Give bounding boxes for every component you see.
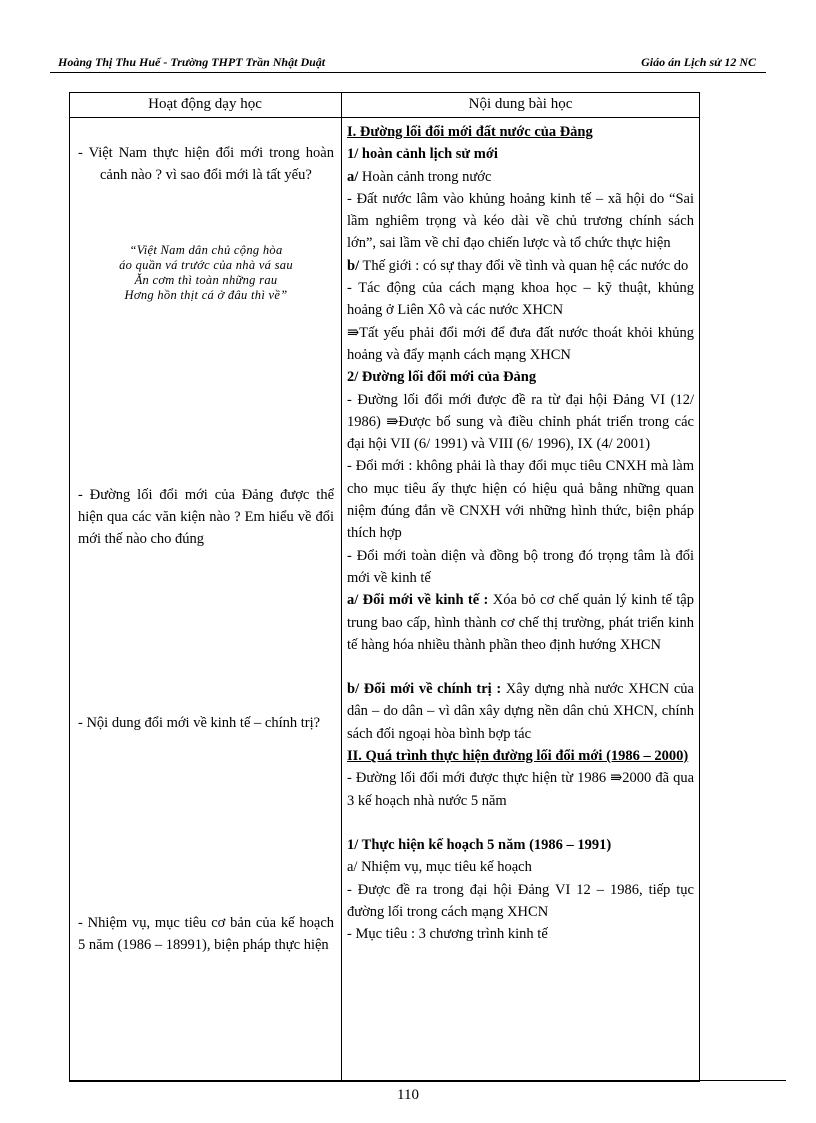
paragraph: - Đổi mới : không phải là thay đổi mục tiêu CNXH mà làm cho mục tiêu ấy thực hiện có hiệu quả bằng những quan niệm đúng đắn về CNXH với những hình thức, biện pháp thích hợp	[347, 458, 694, 542]
question-five-year-plan: - Nhiệm vụ, mục tiêu cơ bản của kế hoạch 5 năm (1986 – 18991), biện pháp thực hiện	[78, 915, 334, 953]
spacer	[347, 656, 694, 678]
paragraph: - Được đề ra trong đại hội Đảng VI 12 – 1986, tiếp tục đường lối trong cách mạng XHCN	[347, 881, 694, 920]
header-rule	[50, 72, 766, 73]
item-text: Xóa bỏ cơ chế quản lý kinh tế tập trung bao cấp, hình thành cơ chế thị trường, phát triển kinh tế hàng hóa nhiều thành phần theo định hướng XHCN	[347, 592, 694, 653]
subsection-heading: 1/ hoàn cảnh lịch sử mới	[347, 146, 498, 163]
page-number: 110	[397, 1087, 419, 1103]
paragraph: - Đường lối đổi mới được thực hiện từ 1986 ⇛2000 đã qua 3 kế hoạch nhà nước 5 năm	[347, 770, 694, 809]
section-heading-1: I. Đường lối đổi mới đất nước của Đảng	[347, 124, 593, 140]
section-heading-2: II. Quá trình thực hiện đường lối đổi mới (1986 – 2000)	[347, 748, 689, 765]
spacer	[347, 812, 694, 834]
paragraph	[347, 678, 694, 745]
item-text: Thế giới : có sự thay đổi về tình và quan hệ các nước do	[359, 257, 689, 274]
item-label: a/	[347, 168, 359, 185]
paragraph	[347, 255, 694, 277]
paragraph: a/ Nhiệm vụ, mục tiêu kế hoạch	[347, 859, 532, 876]
paragraph: - Đường lối đổi mới được đề ra từ đại hội Đảng VI (12/ 1986) ⇛Được bổ sung và điều chỉnh phát triển trong các đại hội VII (6/ 1991) và VIII (6/ 1996), IX (4/ 2001)	[347, 391, 694, 453]
paragraph	[347, 166, 694, 188]
paragraph: - Đất nước lâm vào khủng hoảng kinh tế – xã hội do “Sai lầm nghiêm trọng và kéo dài về chủ trương chính sách lớn”, sai lầm về chỉ đạo chiến lược và tổ chức thực hiện	[347, 190, 694, 252]
subsection-heading: 1/ Thực hiện kế hoạch 5 năm (1986 – 1991)	[347, 836, 612, 853]
lesson-content	[347, 121, 694, 945]
footer-rule	[70, 1080, 786, 1081]
poem-line: Hơng hồn thịt cá ở đâu thì về”	[124, 288, 288, 302]
header-author: Hoàng Thị Thu Huế - Trường THPT Trần Nhật Duật	[58, 55, 326, 69]
item-text: Hoàn cảnh trong nước	[358, 168, 492, 185]
paragraph: ⇛Tất yếu phải đổi mới để đưa đất nước thoát khỏi khủng hoảng và đẩy mạnh cách mạng XHCN	[347, 324, 694, 363]
poem-line: Ăn cơm thì toàn những rau	[134, 273, 278, 287]
header-subject: Giáo án Lịch sử 12 NC	[641, 55, 756, 69]
question-context: - Việt Nam thực hiện đổi mới trong hoàn cảnh nào ? vì sao đổi mới là tất yếu?	[78, 145, 334, 183]
col-header-activities: Hoạt động dạy học	[148, 96, 262, 112]
item-label: a/ Đổi mới về kinh tế :	[347, 592, 489, 609]
question-economic-political: - Nội dung đổi mới về kinh tế – chính trị?	[78, 715, 321, 731]
paragraph: - Đổi mới toàn diện và đồng bộ trong đó trọng tâm là đổi mới về kinh tế	[347, 547, 694, 586]
paragraph: - Mục tiêu : 3 chương trình kinh tế	[347, 926, 548, 943]
item-label: b/	[347, 257, 360, 274]
col-header-content: Nội dung bài học	[468, 96, 573, 112]
subsection-heading: 2/ Đường lối đổi mới của Đảng	[347, 369, 537, 386]
header-row-divider	[69, 117, 700, 118]
item-label: b/ Đổi mới về chính trị :	[347, 681, 502, 698]
item-text: Xây dựng nhà nước XHCN của dân – do dân – vì dân xây dựng nền dân chủ XHCN, chính sách đối ngoại hòa bình bợp tác	[347, 681, 694, 742]
paragraph	[347, 589, 694, 656]
poem-line: “Việt Nam dân chủ cộng hòa	[129, 243, 283, 257]
paragraph: - Tác động của cách mạng khoa học – kỹ thuật, khủng hoảng ở Liên Xô và các nước XHCN	[347, 280, 694, 319]
column-divider	[341, 92, 342, 1082]
quoted-poem	[78, 243, 334, 303]
poem-line: áo quần vá trước của nhà vá sau	[119, 258, 293, 272]
question-documents: - Đường lối đổi mới của Đảng được thể hiện qua các văn kiện nào ? Em hiểu về đổi mới thế nào cho đúng	[78, 487, 334, 547]
